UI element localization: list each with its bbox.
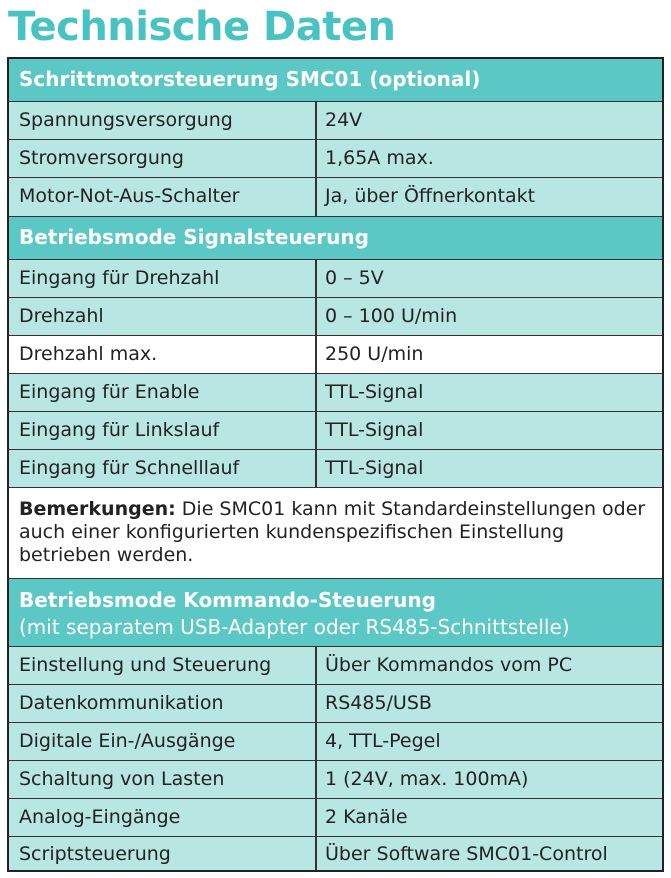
row-value: 1 (24V, max. 100mA) (325, 768, 529, 790)
row-value: TTL-Signal (325, 381, 424, 403)
table-row (9, 140, 662, 178)
row-label: Eingang für Drehzahl (19, 267, 220, 289)
row-value: 2 Kanäle (325, 806, 408, 828)
section-title: Betriebsmode Signalsteuerung (19, 225, 369, 249)
section-title: Betriebsmode Kommando-Steuerung (19, 588, 436, 612)
table-row (9, 761, 662, 799)
row-label: Eingang für Enable (19, 381, 200, 403)
row-label: Spannungsversorgung (19, 109, 233, 131)
section-header-signal (9, 217, 662, 260)
page-title: Technische Daten (8, 4, 396, 50)
row-label: Digitale Ein-/Ausgänge (19, 730, 236, 752)
table-row (9, 102, 662, 140)
table-row (9, 412, 662, 450)
remarks-label: Bemerkungen: (19, 498, 176, 520)
row-label: Einstellung und Steuerung (19, 654, 272, 676)
row-label: Analog-Eingänge (19, 806, 181, 828)
row-label: Eingang für Schnelllauf (19, 457, 240, 479)
row-value: Ja, über Öffnerkontakt (325, 185, 536, 207)
table-row (9, 298, 662, 336)
row-value: TTL-Signal (325, 419, 424, 441)
row-value: 4, TTL-Pegel (325, 730, 441, 752)
table-row (9, 799, 662, 837)
row-value: Über Kommandos vom PC (325, 654, 573, 676)
row-label: Stromversorgung (19, 147, 184, 169)
table-row (9, 178, 662, 217)
row-value: RS485/USB (325, 692, 432, 714)
table-row (9, 374, 662, 412)
row-label: Schaltung von Lasten (19, 768, 225, 790)
remarks-text (19, 498, 649, 567)
row-value: 250 U/min (325, 343, 424, 365)
row-label: Drehzahl max. (19, 343, 158, 365)
section-header-kommando (9, 579, 662, 647)
row-label: Scriptsteuerung (19, 843, 171, 865)
row-label: Motor-Not-Aus-Schalter (19, 185, 240, 207)
row-value: Über Software SMC01-Control (325, 843, 608, 865)
remarks-body: Die SMC01 kann mit Standardeinstellungen oder auch einer konfigurierten kundenspezifischen Einstellung betrieben werden. (19, 498, 646, 566)
table-row (9, 723, 662, 761)
section-subtitle: (mit separatem USB-Adapter oder RS485-Schnittstelle) (19, 615, 570, 639)
row-label: Datenkommunikation (19, 692, 224, 714)
section-title: Schrittmotorsteuerung SMC01 (optional) (19, 67, 481, 91)
row-value: 1,65A max. (325, 147, 434, 169)
row-label: Drehzahl (19, 305, 104, 327)
table-row (9, 336, 662, 374)
row-value: 24V (325, 109, 363, 131)
table-row (9, 685, 662, 723)
table-row (9, 837, 662, 870)
table-row (9, 260, 662, 298)
remarks-box (9, 488, 662, 579)
spec-table (7, 57, 664, 872)
table-row (9, 450, 662, 488)
table-row (9, 647, 662, 685)
row-value: TTL-Signal (325, 457, 424, 479)
section-header-smc (9, 59, 662, 102)
row-label: Eingang für Linkslauf (19, 419, 220, 441)
row-value: 0 – 100 U/min (325, 305, 458, 327)
row-value: 0 – 5V (325, 267, 384, 289)
